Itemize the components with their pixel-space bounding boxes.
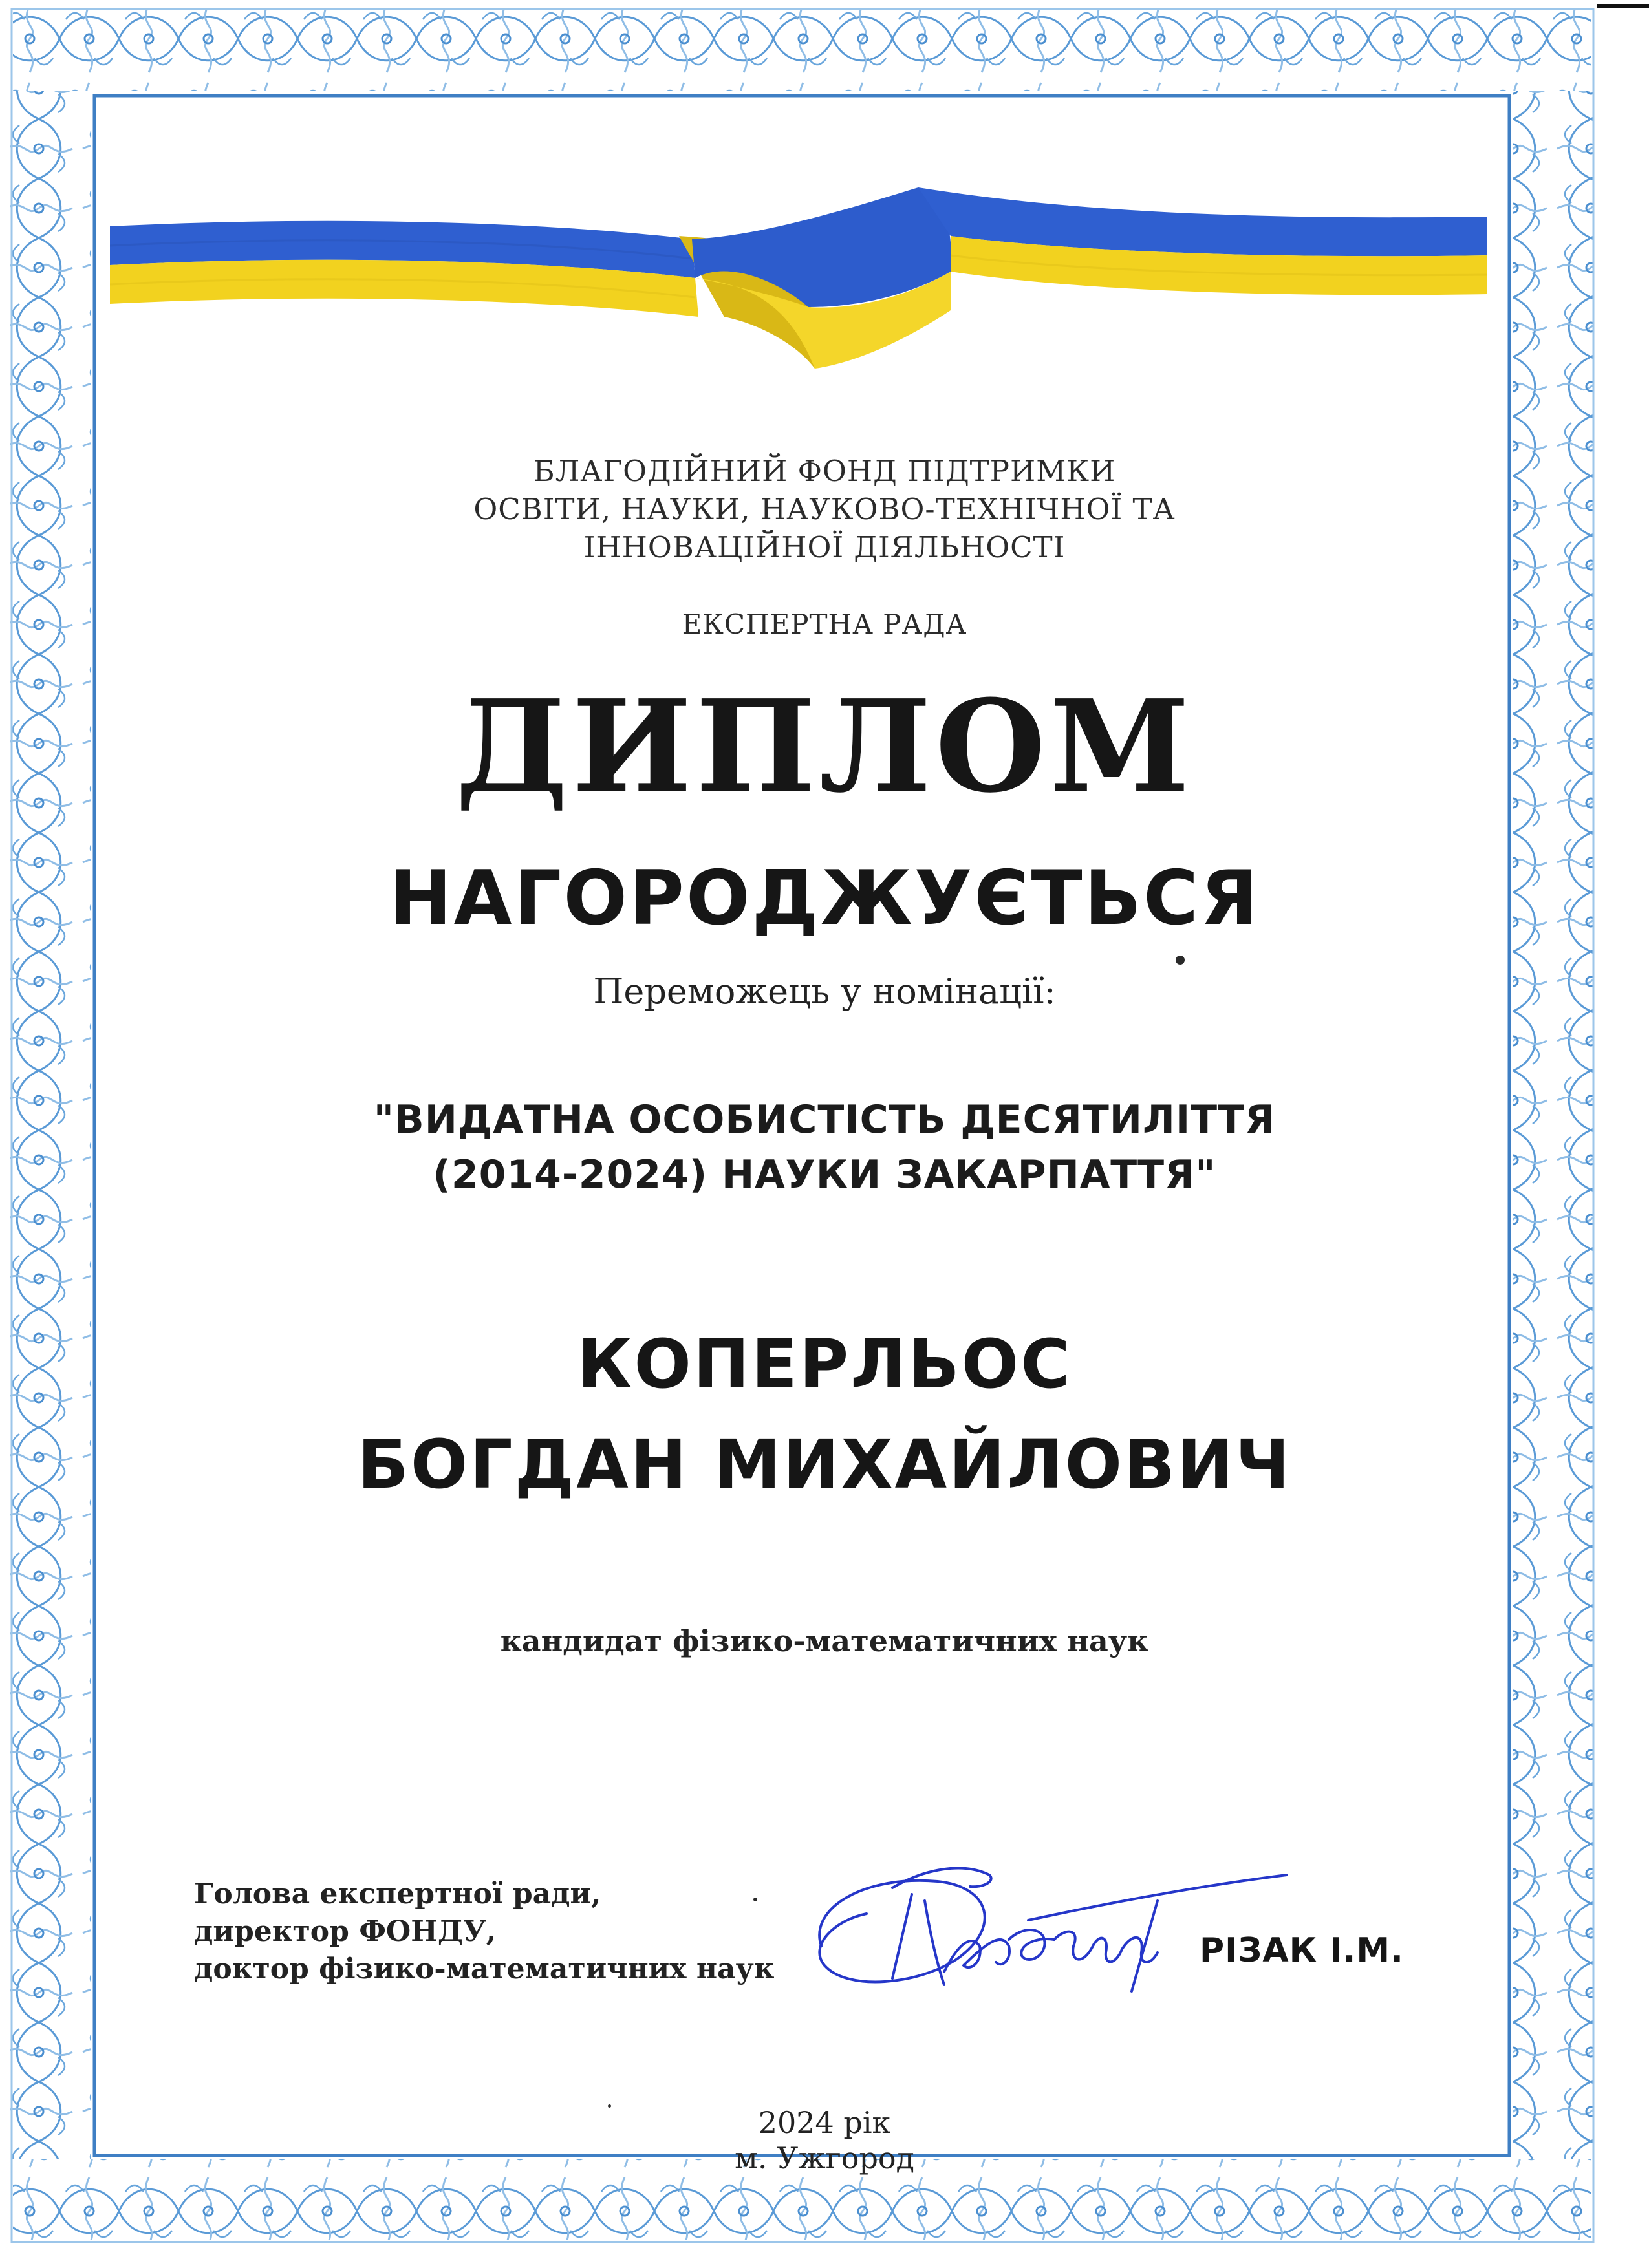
org-name-line2: ОСВІТИ, НАУКИ, НАУКОВО-ТЕХНІЧНОЇ ТА — [473, 492, 1176, 526]
awarded-heading: НАГОРОДЖУЄТЬСЯ — [389, 855, 1260, 942]
year-label: 2024 рік — [758, 2105, 891, 2140]
flag-ribbon-image — [110, 175, 1487, 394]
signatory-name: РІЗАК І.М. — [1200, 1931, 1404, 1970]
signatory-title-line2: директор ФОНДУ, — [194, 1915, 496, 1948]
recipient-degree: кандидат фізико-математичних наук — [500, 1623, 1149, 1658]
scan-speck — [608, 2104, 611, 2108]
signatory-title-line3: доктор фізико-математичних наук — [194, 1952, 775, 1985]
nomination-line2: (2014-2024) НАУКИ ЗАКАРПАТТЯ" — [433, 1152, 1216, 1197]
expert-council-label: ЕКСПЕРТНА РАДА — [682, 608, 967, 640]
recipient-surname: КОПЕРЛЬОС — [577, 1325, 1072, 1404]
nomination-line1: "ВИДАТНА ОСОБИСТІСТЬ ДЕСЯТИЛІТТЯ — [373, 1097, 1276, 1142]
recipient-given-names: БОГДАН МИХАЙЛОВИЧ — [357, 1425, 1292, 1504]
org-name-line3: ІННОВАЦІЙНОЇ ДІЯЛЬНОСТІ — [583, 530, 1066, 564]
scan-edge-mark — [1597, 4, 1649, 8]
winner-label: Переможець у номінації: — [593, 971, 1056, 1012]
scan-speck — [1176, 956, 1185, 965]
diploma-title: ДИПЛОМ — [455, 672, 1194, 821]
org-name-line1: БЛАГОДІЙНИЙ ФОНД ПІДТРИМКИ — [533, 454, 1116, 488]
signatory-title-line1: Голова експертної ради, — [194, 1878, 601, 1910]
city-label: м. Ужгород — [735, 2141, 914, 2176]
scan-speck — [753, 1898, 757, 1901]
